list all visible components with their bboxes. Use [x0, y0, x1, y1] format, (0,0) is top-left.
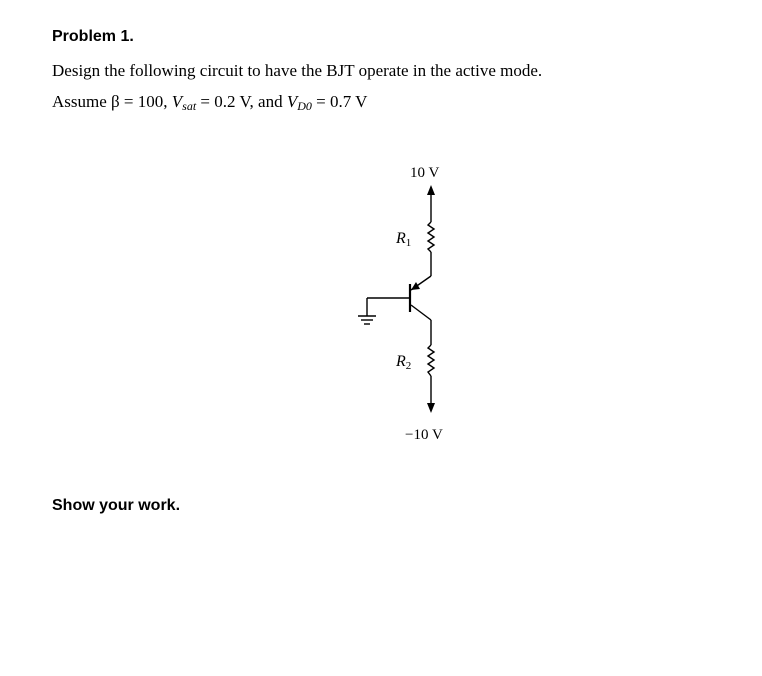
vsat-subscript: sat: [182, 99, 197, 113]
r2-label: R2: [396, 353, 412, 372]
vd0-subscript: D0: [297, 99, 312, 113]
problem-statement: Design the following circuit to have the BJT operate in the active mode.: [52, 61, 543, 80]
problem-heading: Problem 1.: [52, 28, 134, 45]
bottom-supply-label: −10 V: [405, 427, 443, 443]
pnp-emitter-arrow: [411, 282, 420, 290]
vd0-symbol: V: [286, 92, 298, 111]
r1-label: R1: [396, 230, 412, 249]
top-supply-arrow: [427, 185, 435, 195]
vd0-value: = 0.7 V: [311, 92, 368, 111]
transistor-lower-lead: [411, 305, 431, 320]
vsat-value: = 0.2 V, and: [196, 92, 287, 111]
r2-resistor: [428, 345, 434, 376]
bottom-supply-arrow: [427, 403, 435, 413]
top-supply-label: 10 V: [410, 165, 440, 181]
show-work-note: Show your work.: [52, 497, 181, 514]
vsat-symbol: V: [171, 92, 183, 111]
r1-resistor: [428, 222, 434, 252]
assume-prefix: Assume β = 100,: [52, 92, 172, 111]
